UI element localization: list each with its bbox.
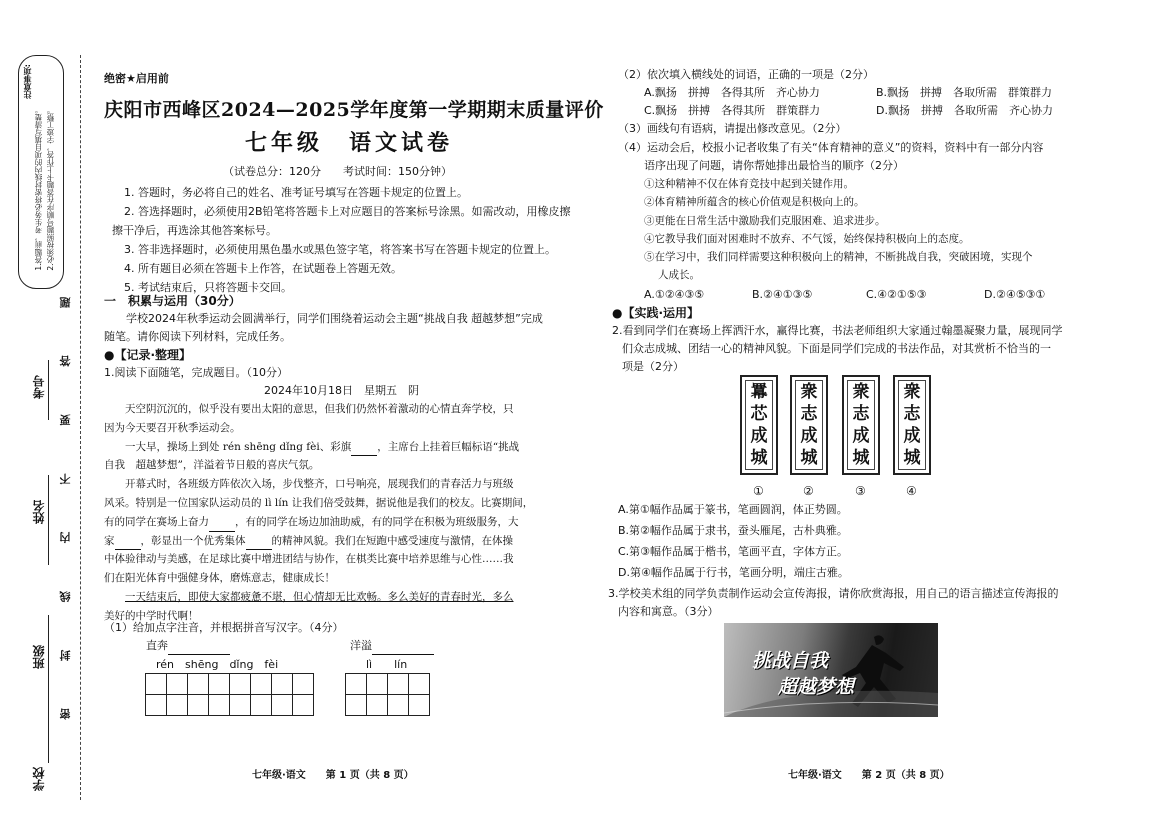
underlined-sentence: 一天结束后，即使大家都疲惫不堪，但心情却无比欢畅。多么美好的青春时光，多么 [125,590,514,603]
option-2-c[interactable]: C.第③幅作品属于楷书，笔画平直，字体方正。 [618,545,849,558]
question-1-1: （1）给加点字注音，并根据拼音写汉字。（4分） [104,621,344,634]
calligraphy-label-1: ① [753,484,764,498]
note-2: 2. 答选择题时，必须使用2B铅笔将答题卡上对应题目的答案标号涂黑。如需改动，用橡皮擦 [124,205,571,218]
calligraphy-work-2 [790,375,828,475]
diary-line: 天空阴沉沉的，似乎没有要出太阳的意思，但我们仍然怀着激动的心情直奔学校，只 [125,403,514,415]
calligraphy-label-4: ④ [906,484,917,498]
note-5: 5. 考试结束后，只将答题卡交回。 [124,281,292,294]
list-item: ⑤在学习中，我们同样需要这种积极向上的精神，不断挑战自我，突破困境，实现个 [644,251,1033,264]
callig-char: 成 [852,425,870,446]
callig-char: 城 [750,447,768,468]
intro-line-2: 随笔。请你阅读下列材料，完成任务。 [104,330,291,343]
option-1-2-d[interactable]: D.飘扬 拼搏 各取所需 齐心协力 [876,104,1053,117]
option-2-a[interactable]: A.第①幅作品属于篆书，笔画圆润，体正势圆。 [618,503,848,516]
question-3-line: 3.学校美术组的同学负责制作运动会宣传海报，请你欣赏海报，用自己的语言描述宣传海报的 [608,587,1059,600]
list-item: ②体育精神所蕴含的核心价值观是积极向上的。 [644,196,865,209]
option-2-d[interactable]: D.第④幅作品属于行书，笔画分明，端庄古雅。 [618,566,849,579]
poster-title-2: 超越梦想 [778,676,855,698]
field-kaohao-line [48,360,49,420]
word-yangyi-blank[interactable] [372,642,434,655]
option-1-2-b[interactable]: B.飘扬 拼搏 各取所需 群策群力 [876,86,1053,99]
word-yangyi-text: 洋溢 [350,639,372,652]
field-banji-label: 班级 [32,645,46,669]
list-item: ④它教导我们面对困难时不放弃、不气馁，始终保持积极向上的态度。 [644,232,970,245]
practice-subheading: ●【实践·运用】 [612,306,700,320]
note-3: 3. 答非选择题时，必须使用黑色墨水或黑色签字笔，将答案书写在答题卡规定的位置上。 [124,243,556,256]
writing-grid-1[interactable] [146,674,314,716]
exam-info: （试卷总分：120分 考试时间：150分钟） [223,165,452,178]
callig-char: 志 [800,403,818,424]
question-1: 1.阅读下面随笔，完成题目。（10分） [104,366,288,379]
callig-char: 衆 [903,381,921,402]
section-1-intro [104,310,574,346]
diary-fragment: ，主席台上挂着巨幅标语“挑战 [377,440,520,453]
diary-fragment: ，有的同学在场边加油助威，有的同学在积极为班级服务，大 [235,515,519,528]
callig-char: 志 [852,403,870,424]
pinyin-2: lì lín [366,658,408,671]
field-kaohao-label: 考号 [32,375,46,399]
question-1-2: （2）依次填入横线处的词语，正确的一项是（2分） [618,68,874,81]
diary-fragment: 家 [104,534,115,547]
question-1-4-cont: 语序出现了问题，请你帮她排出最恰当的顺序（2分） [644,159,904,172]
callig-char: 成 [750,425,768,446]
callig-char: 城 [852,447,870,468]
diary-fragment: 的精神风貌。我们在短跑中感受速度与激情，在体操 [271,534,513,547]
callig-char: 城 [903,447,921,468]
poster-title-1: 挑战自我 [752,650,829,672]
calligraphy-text [898,380,926,470]
list-item: 人成长。 [658,269,700,282]
calligraphy-text [847,380,875,470]
note-1: 1. 答题时，务必将自己的姓名、准考证号填写在答题卡规定的位置上。 [124,186,468,199]
field-xingming-label: 姓名 [32,500,46,524]
section-1-title: 一 积累与运用（30分） [104,294,241,308]
blank-1[interactable] [351,443,377,456]
word-zhiben-text: 直奔 [146,639,168,652]
diary-line [104,532,574,551]
field-xingming-line [48,475,49,565]
question-2-line: 2.看到同学们在赛场上挥洒汗水，赢得比赛，书法老师组织大家通过翰墨凝聚力量，展现同学 [612,324,1063,337]
diary-line: 中体验律动与美感，在足球比赛中增进团结与协作，在棋类比赛中培养思维与心性……我 [104,553,514,566]
exam-notes [112,183,571,297]
seal-cut-text: 密 封 线 内 不 要 答 题 [59,275,72,720]
diary-line [104,513,574,532]
note-4: 4. 所有题目必须在答题卡上作答，在试题卷上答题无效。 [124,262,402,275]
option-1-2-c[interactable]: C.飘扬 拼搏 各得其所 群策群力 [644,104,821,117]
binding-strip [18,55,72,800]
question-2-line: 项是（2分） [622,360,684,373]
diary-fragment: ，彰显出一个优秀集体 [140,534,246,547]
writing-grid-2[interactable] [346,674,430,716]
exam-subtitle: 七年级 语文试卷 [245,130,454,156]
diary-line [104,438,574,457]
list-item: ①这种精神不仅在体育竞技中起到关键作用。 [644,178,854,190]
calligraphy-work-3 [842,375,880,475]
word-zhiben-blank[interactable] [168,642,230,655]
field-xuexiao-line [48,703,49,763]
diary-line: 们在阳光体育中强健身体，磨炼意志，健康成长！ [104,572,335,585]
field-xuexiao-label: 学校 [32,767,46,791]
list-item: ③更能在日常生活中激励我们克服困难、追求进步。 [644,214,886,227]
option-2-b[interactable]: B.第②幅作品属于隶书，蚕头雁尾，古朴典雅。 [618,524,848,537]
question-3 [608,585,1088,621]
blank-2[interactable] [209,519,235,532]
callig-char: 成 [800,425,818,446]
calligraphy-label-2: ② [803,484,814,498]
diary-line: 因为今天要召开秋季运动会。 [104,421,241,434]
diary-line [104,588,574,607]
seal-cut-line [80,55,81,800]
calligraphy-label-3: ③ [855,484,866,498]
question-2 [612,322,1082,376]
callig-char: 芯 [750,403,768,424]
callig-char: 志 [903,403,921,424]
question-1-4: （4）运动会后，校报小记者收集了有关“体育精神的意义”的资料，资料中有一部分内容 [618,141,1044,154]
callig-char: 城 [800,447,818,468]
option-1-4-a[interactable]: A.①②④③⑤ [644,288,705,301]
callig-char: 羃 [750,381,768,402]
notice-title: 注意事项: [23,64,32,100]
calligraphy-work-1 [740,375,778,475]
word-yangyi [350,637,434,655]
sports-poster [724,623,938,717]
option-1-2-a[interactable]: A.飘扬 拼搏 各得其所 齐心协力 [644,86,820,99]
question-2-line: 们众志成城、团结一心的精神风貌。下面是同学们完成的书法作品，对其赏析不恰当的一 [622,342,1051,355]
diary-line: 风采。特别是一位国家队运动员的 lì lín 让我们倍受鼓舞，据说他是我们的校友。比赛期间， [104,496,534,509]
word-zhiben [146,637,230,655]
callig-char: 成 [903,425,921,446]
diary-fragment: 有的同学在赛场上奋力 [104,515,209,528]
page-1-footer: 七年级·语文 第 1 页（共 8 页） [252,770,414,781]
diary-line: 美好的中学时代啊！ [104,609,199,622]
diary-date: 2024年10月18日 星期五 阴 [264,384,419,397]
question-3-line: 内容和寓意。（3分） [618,605,719,618]
calligraphy-work-4 [893,375,931,475]
question-1-3: （3）画线句有语病，请提出修改意见。（2分） [618,122,847,135]
notice-line-2: 2.必须按照题号顺序在答题卡上作答，字迹工整。 [46,106,55,271]
exam-title: 庆阳市西峰区2024—2025学年度第一学期期末质量评价 [104,99,604,121]
notice-box [18,55,64,289]
calligraphy-text [795,380,823,470]
record-subheading: ●【记录·整理】 [104,348,192,362]
callig-char: 衆 [800,381,818,402]
option-1-4-b[interactable]: B.②④①③⑤ [752,288,813,301]
page-2-footer: 七年级·语文 第 2 页（共 8 页） [788,770,950,781]
note-2-cont: 擦干净后，再选涂其他答案标号。 [112,224,277,237]
intro-line-1: 学校2024年秋季运动会圆满举行，同学们围绕着运动会主题“挑战自我 超越梦想”完成 [126,312,543,325]
diary-text [104,400,574,626]
q1-4-items [644,175,1033,285]
diary-line: 自我 超越梦想”，洋溢着节日般的喜庆气氛。 [104,459,320,472]
secret-label: 绝密★启用前 [104,72,169,85]
blank-3[interactable] [115,537,141,550]
calligraphy-text [745,380,773,470]
option-1-4-d[interactable]: D.②④⑤③① [984,288,1046,301]
option-1-4-c[interactable]: C.④②①⑤③ [866,288,927,301]
blank-4[interactable] [246,537,272,550]
callig-char: 衆 [852,381,870,402]
diary-fragment: 一大早，操场上到处 rén shēng dǐng fèi、彩旗 [125,440,352,453]
notice-line-1: 1.答题前，考生务必将密封线内的项目填写清楚。 [34,106,43,271]
diary-line: 开幕式时，各班级方阵依次入场，步伐整齐，口号响亮，展现我们的青春活力与班级 [125,478,514,491]
pinyin-1: rén shēng dǐng fèi [156,658,279,671]
